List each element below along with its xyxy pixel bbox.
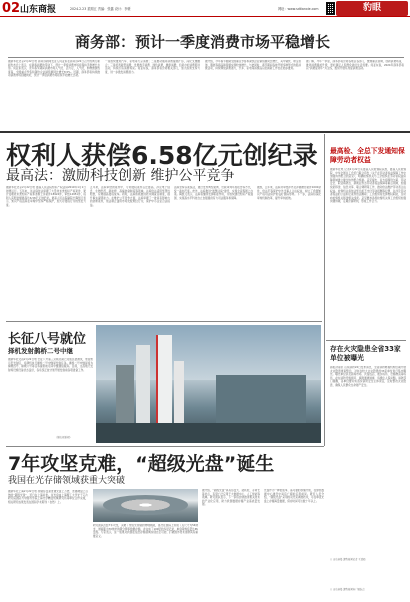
sidebar2-title: 存在火灾隐患全省33家单位被曝光 (330, 345, 401, 362)
article4-col2: 研究团队历经7年攻坚，突破了传统光存储的物理极限，首次在国际上实现了点尺寸为54纳米、道间距为70纳米的超分辨率数据存储，并完成了100层的多层记录，单盘等效容量达Pb量级。专家表示，这一成果对我国在信息存储领域实现自主可控、打破国外技术垄断具有重要意义。 (93, 524, 198, 538)
article3-title: 长征八号就位 (8, 332, 87, 347)
article1-col4: 据了解，今年一季度，商务部将会同各地区各部门，聚焦重点领域，创新消费场景，推进消费提质升级，更好满足人民群众美好生活需要。何亚东说，2024年商务部将以“消费促进年”为主线，组织开展系列促消费活动。 (306, 60, 404, 71)
page-number: 02 (2, 1, 21, 16)
header-url: 网址：www.sdtianxie.com (278, 7, 319, 11)
article1-col1: 据新华社北京2月22日电 商务部新闻发言人何亚东在商务部22日召开的例行新闻发布会上表示，在新春消费的带动下，预计一季度消费市场将保持平稳增长态势。何亚东表示，龙年春节期间消费市场人气旺、活力足，人气旺，购物旅游热度高，全国重点零售和餐饮企业销售额同比增长8.5%。近期，商务部将持续推动消费市场回暖向好，预计一季度消费市场延续平稳增长态势。 (8, 60, 100, 78)
sidebar2-byline: ○ 山东商报·速豹新闻记者 王亚茹 (330, 558, 366, 561)
article3-body: 据新华社文昌2月22日电 长征八号遥三运载火箭已完成总装测试，垂直转运至发射区，将择机执行鹊桥二号中继星发射任务。鹊桥二号中继星将为嫦娥四号、嫦娥六号等任务提供地月间中继通信服务。目前，文昌航天发射场设施设备状态良好，各系统正按计划开展发射前各项准备工作。 (8, 358, 93, 372)
section-tag: 豹眼 (336, 1, 408, 16)
article2-col4: 据悉，五年来，法庭共审结涉外及涉港澳台案件1000余件，依法平等保护中外当事人合法权益，树立了我国知识产权司法保护的良好国际形象。下一步，法庭将深化审判机制改革，提升审判质效。 (257, 186, 321, 200)
sidebar1-body: 据新华社电 记者2月22日从最高人民检察院获悉，最高人民检察院、中华全国总工会近日联合印发《关于在劳动者权益保障工作中加强协作配合的意见》，明确检察机关与工会组织在劳动者权益保障领域建立健全协作配合机制。意见提出，双方将围绕欠薪、劳动安全、职业病防治、新就业形态劳动者权益保障等重点领域，加强线索移送、信息共享、联合调研等工作，推动依法维护劳动者合法权益。检察机关将依法惩治拒不支付劳动报酬等犯罪，对涉及劳动者权益的公益诉讼案件依法履职；工会组织将发挥维权职能，及时向检察机关移送相关线索。意见要求各级检察机关和工会组织加强沟通协调，定期会商研判，形成工作合力。 (330, 168, 406, 204)
rocket-photo (96, 325, 321, 443)
article3-caption: （据央视新闻） (55, 436, 72, 439)
header-date-line: 2024.2.23 星期五 责编：张鑫 设计：李豪 (70, 7, 131, 11)
article4-col1: 据新华社上海2月22日电 存储容量是普通光盘上万倍，普通硬盘上百倍的“超级光盘”，近日在上海问世。该光盘由上海理工大学光子芯片研究院团队与中国科学院上海光学精密机械研究所等单位合作完成，相关研究成果发表在国际学术期刊《自然》上。 (8, 490, 88, 504)
article2-col3: 法庭坚持以案说法，通过发布典型案例、出版审判年度报告等方式，统一裁判尺度。此外，法庭推进“智慧法庭”建设，实现全流程网上办案。陶凯元表示，法庭将继续发挥职能作用，为加快建设知识产权强国、实现高水平科技自立自强提供有力司法服务和保障。 (174, 186, 253, 200)
article1-col3: 据介绍，今年春节假期全国重点零售和餐饮企业销售额同比增长，其中餐饮、珠宝首饰、服装等商品销售额实现较快增长。与此同时，春节期间各地开展多种形式的促消费活动，持续释放消费潜力，汽车、家电等消费品以旧换新工作也在稳步推进。 (205, 60, 301, 71)
paper-name: 山东商报 (20, 5, 57, 15)
article4-subtitle: 我国在光存储领域获重大突破 (8, 476, 126, 486)
article4-col4: 光盘作为一种低成本、高可靠的存储介质，在绿色数据中心建设中具有广阔的应用前景。研究人员介绍，“超级光盘”采用的双光束调控技术，可在单张光盘上存储海量数据，保存时间可达数十年以上。 (264, 489, 324, 503)
article2-col1: 据新华社北京2月22日电 最高人民法院知识产权法庭2019年1月1日挂牌运行。五年来，该法庭依法审理了大量技术类知识产权案件，累计受理技术类知识产权和垄断上诉案件18924件，审结14951件，权利人获赔金额最高达6.58亿元创纪录。最高人民法院副院长陶凯元表示，知识产权法庭在审理中坚持严格保护，加大对侵权行为的惩处力度。 (6, 186, 86, 207)
article3-subtitle: 择机发射鹊桥二号中继 (8, 347, 73, 355)
qr-code-icon (326, 2, 335, 15)
article4-title: 7年攻坚克难，“超级光盘”诞生 (8, 453, 275, 475)
super-disc-photo (93, 489, 198, 522)
article2-subtitle: 最高法：激励科技创新 维护公平竞争 (6, 168, 235, 184)
article4-byline: ○ 山东商报·速豹新闻客户端综合 (330, 588, 365, 591)
sidebar2-body: 商报济南讯 山东消防22日发布消息，全省消防救援机构近期开展火灾隐患排查整治，对存在较大火灾隐患的33家单位进行集中曝光。曝光单位涉及商场市场、宾馆饭店、娱乐场所、仓储物流等场所，存在消防设施损坏、疏散通道堵塞、违规住人等问题。消防部门提醒，各单位要切实落实消防安全主体责任，及时整改火灾隐患，确保人民群众生命财产安全。 (330, 366, 406, 387)
article4-col3: 据介绍，“超级光盘”具有容量大、能耗低、寿命长等优点，有望广泛应用于大数据中心、人工智能等领域。研究团队表示，下一步将加快推进相关技术的产业化应用，助力我国数据存储产业高质量发展。 (202, 489, 260, 507)
article2-title: 权利人获偿6.58亿元创纪录 (6, 141, 318, 170)
article1-col2: 一是加快推进汽车、家电等大宗消费；二是推动服务消费提质扩容，深化文旅融合；三是培育新型消费，发展数字消费、绿色消费、健康消费；四是办好消费促进活动，持续打造消费场景。何亚东说，商务部将会同相关部门，加大政策支持力度，进一步激发消费潜力。 (105, 60, 200, 74)
page-header (0, 0, 410, 17)
article1-title: 商务部：预计一季度消费市场平稳增长 (75, 33, 331, 51)
article2-col2: 五年来，法庭审结的案件中，专利侵权案件占比最高，涉及电子信息、生物医药、新能源、高端装备制造等领域。法庭依法适用惩罚性赔偿，有效提高侵权成本。同时，法庭积极推进技术调查官制度，提升事实查明能力。在维护公平竞争方面，法庭审理了一批具有影响力的垄断案件，依法制止滥用市场支配地位行为，保护中小企业合法权益。 (90, 186, 170, 207)
sidebar1-title: 最高检、全总下发通知保障劳动者权益 (330, 147, 405, 164)
